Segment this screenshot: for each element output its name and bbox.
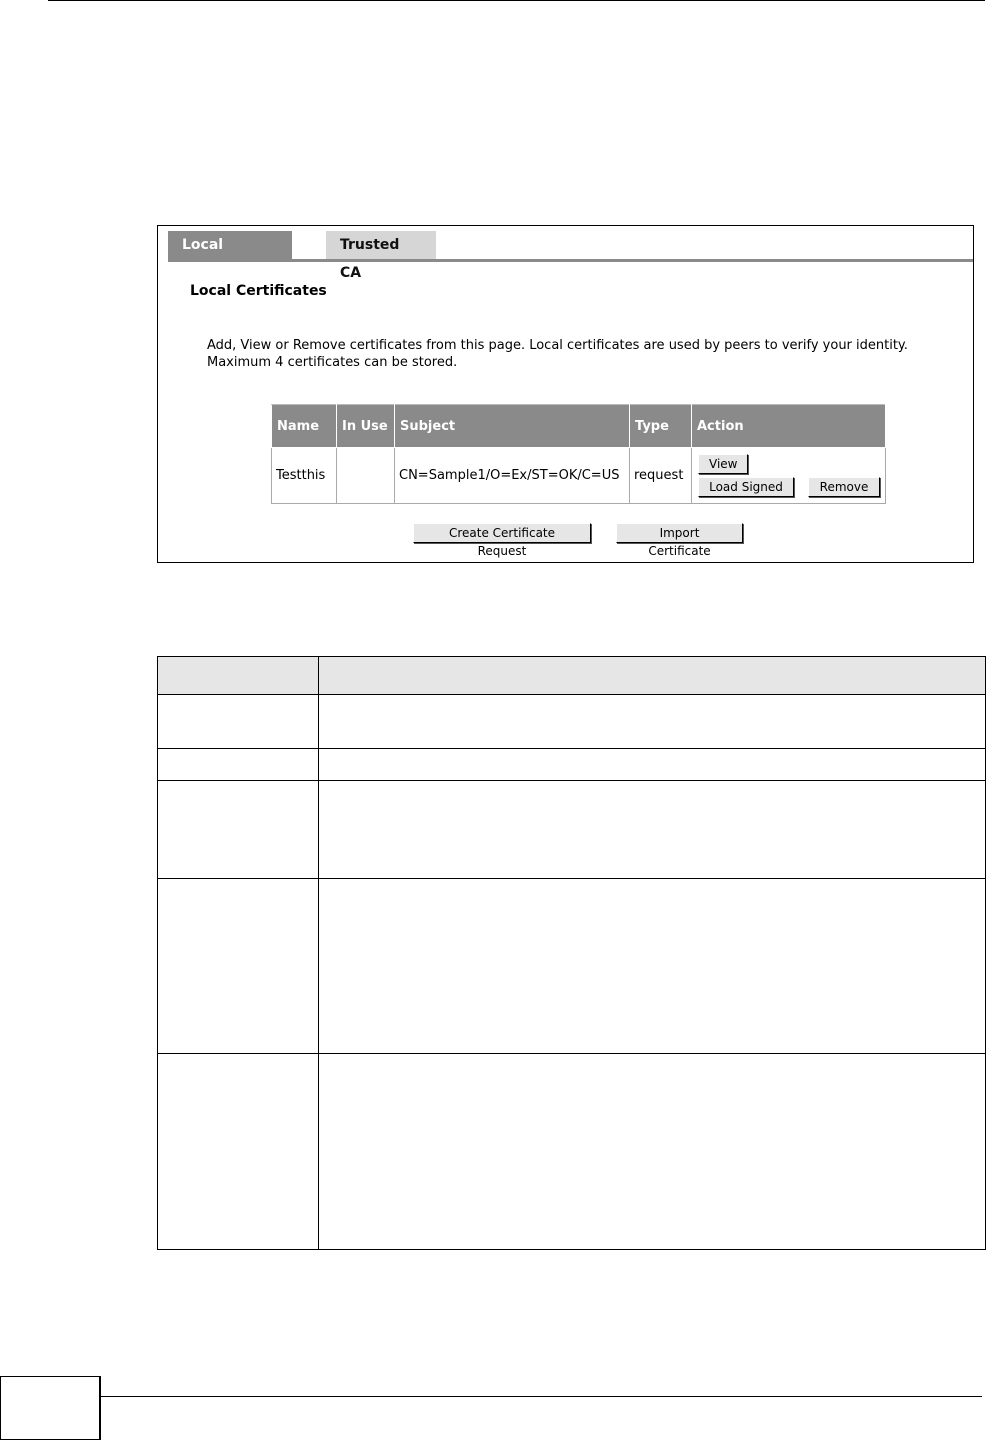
load-signed-button[interactable]: Load Signed bbox=[698, 477, 794, 497]
description-header-label-cell bbox=[158, 657, 319, 695]
table-header-row bbox=[272, 405, 886, 448]
description-line-2: Maximum 4 certificates can be stored. bbox=[207, 355, 458, 370]
table-row bbox=[158, 1054, 986, 1250]
description-header-desc-cell bbox=[319, 657, 986, 695]
import-certificate-button[interactable]: Import Certificate bbox=[616, 523, 743, 543]
cell-in-use bbox=[337, 448, 395, 504]
table-row bbox=[158, 695, 986, 749]
cell-action bbox=[692, 448, 886, 504]
label-cell bbox=[158, 879, 319, 1054]
column-header-subject: Subject bbox=[395, 405, 630, 448]
label-cell bbox=[158, 781, 319, 879]
top-rule bbox=[48, 0, 985, 1]
column-header-type: Type bbox=[630, 405, 692, 448]
description-line-1: Add, View or Remove certificates from this page. Local certificates are used by peers to verify your identity. bbox=[207, 338, 908, 353]
table-row bbox=[272, 448, 886, 504]
description-cell bbox=[319, 781, 986, 879]
label-cell bbox=[158, 749, 319, 781]
tab-underline bbox=[168, 259, 973, 262]
cell-type: request bbox=[630, 448, 692, 504]
description-cell bbox=[319, 1054, 986, 1250]
table-row bbox=[158, 749, 986, 781]
panel-title: Local Certificates bbox=[190, 283, 327, 299]
bottom-rule bbox=[100, 1396, 982, 1397]
description-cell bbox=[319, 695, 986, 749]
view-button[interactable]: View bbox=[698, 454, 748, 474]
cell-name: Testthis bbox=[272, 448, 337, 504]
certificates-panel bbox=[157, 225, 974, 563]
description-header-row bbox=[158, 657, 986, 695]
description-table bbox=[157, 656, 986, 1250]
column-header-action: Action bbox=[692, 405, 886, 448]
table-row bbox=[158, 879, 986, 1054]
label-cell bbox=[158, 695, 319, 749]
label-cell bbox=[158, 1054, 319, 1250]
column-header-name: Name bbox=[272, 405, 337, 448]
page-number-box bbox=[0, 1376, 101, 1440]
create-certificate-request-button[interactable]: Create Certificate Request bbox=[413, 523, 591, 543]
cell-subject: CN=Sample1/O=Ex/ST=OK/C=US bbox=[395, 448, 630, 504]
table-row bbox=[158, 781, 986, 879]
panel-description bbox=[207, 337, 947, 371]
description-cell bbox=[319, 879, 986, 1054]
certificates-table bbox=[271, 404, 886, 504]
tab-trusted-ca[interactable]: Trusted CA bbox=[326, 231, 436, 259]
column-header-in-use: In Use bbox=[337, 405, 395, 448]
tab-local-certificates[interactable]: Local Certificates bbox=[168, 231, 292, 259]
remove-button[interactable]: Remove bbox=[808, 477, 880, 497]
description-cell bbox=[319, 749, 986, 781]
